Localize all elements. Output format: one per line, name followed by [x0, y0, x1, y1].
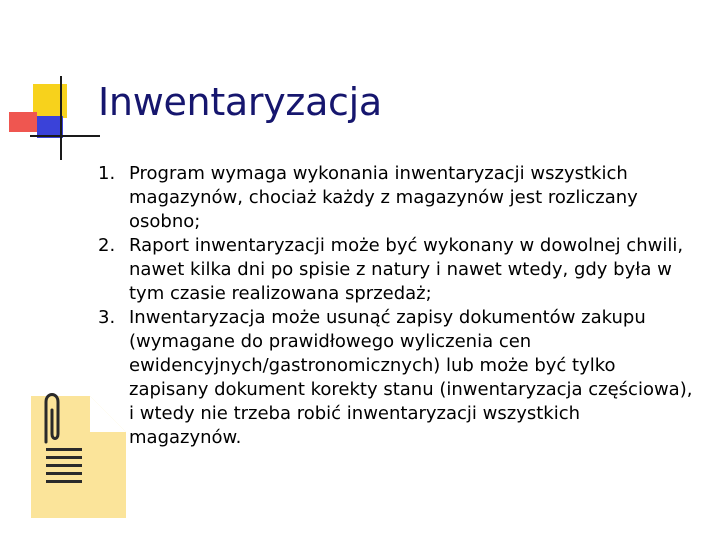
list-item-text: Inwentaryzacja może usunąć zapisy dokumentów zakupu (wymagane do prawidłowego wyliczenia cen ewidencyjnych/gastronomicznych) lub może być tylko zapisany dokument korekty stanu (inwentaryzacja częściowa), i wtedy nie trzeba robić inwentaryzacji wszystkich magazynów.: [129, 307, 693, 448]
notepad-line: [46, 472, 82, 475]
notepad-line: [46, 456, 82, 459]
list-item-number: 3.: [98, 307, 116, 328]
numbered-list: [98, 162, 698, 450]
notepad-folded-corner: [90, 396, 126, 432]
logo-red-square: [9, 112, 37, 132]
list-item-text: Program wymaga wykonania inwentaryzacji wszystkich magazynów, chociaż każdy z magazynów jest rozliczany osobno;: [129, 163, 638, 232]
notepad-clip-icon: [28, 388, 128, 520]
list-item-text: Raport inwentaryzacji może być wykonany w dowolnej chwili, nawet kilka dni po spisie z natury i nawet wtedy, gdy była w tym czasie realizowana sprzedaż;: [129, 235, 684, 304]
logo-blue-square: [37, 116, 63, 138]
list-item: [98, 162, 698, 234]
list-item-number: 2.: [98, 235, 116, 256]
list-item-number: 1.: [98, 163, 116, 184]
list-item: [98, 234, 698, 306]
decorative-squares-logo: [0, 0, 100, 170]
slide-title: Inwentaryzacja: [98, 80, 382, 124]
notepad-line: [46, 448, 82, 451]
notepad-line: [46, 464, 82, 467]
notepad-line: [46, 480, 82, 483]
list-item: [98, 306, 698, 450]
